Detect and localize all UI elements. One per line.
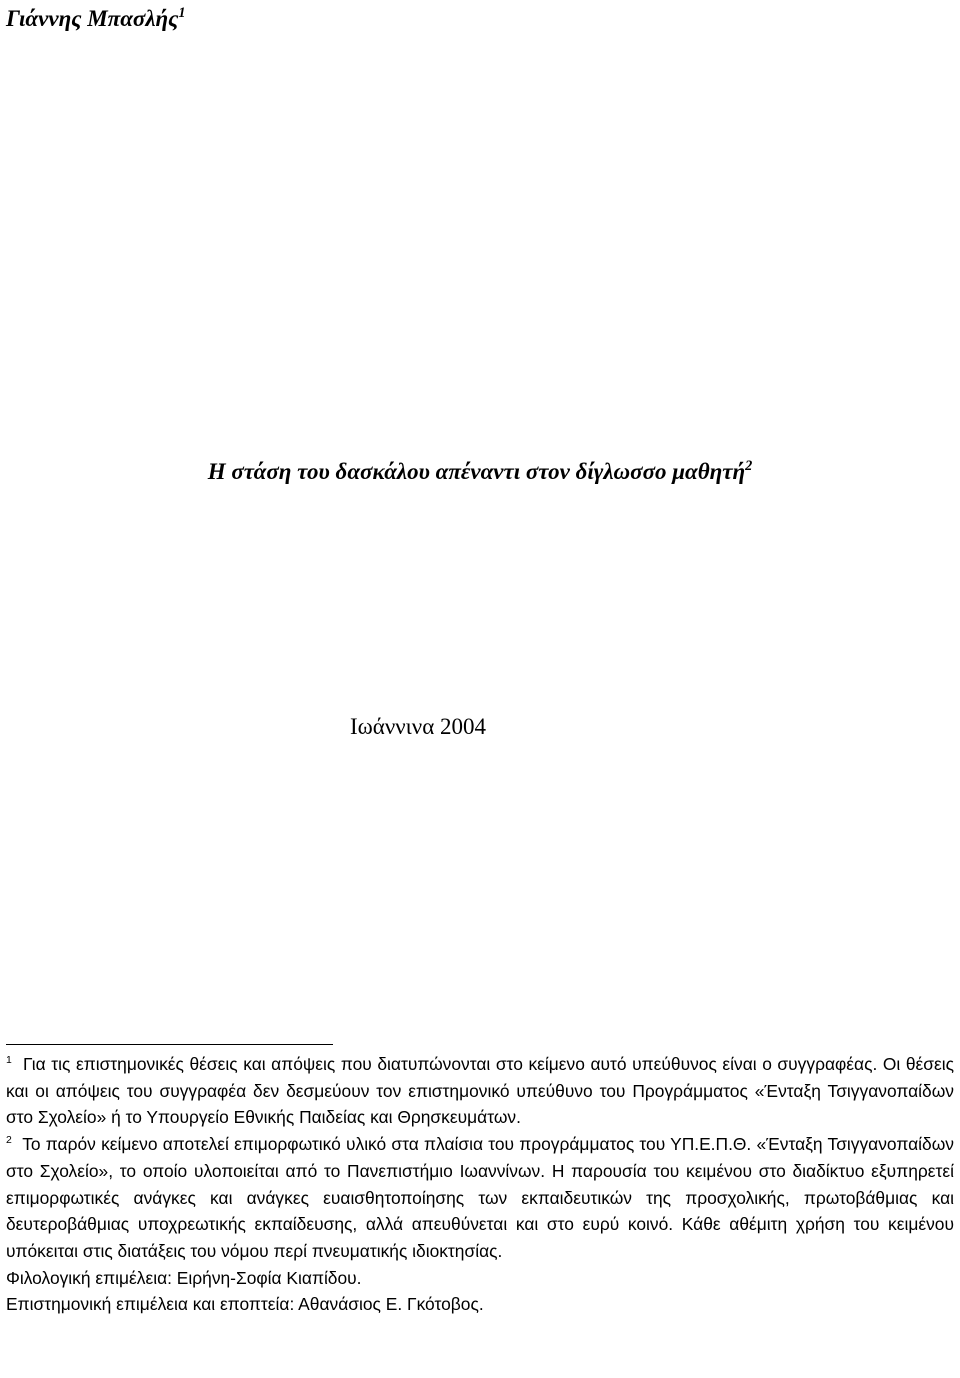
- author-footnote-ref[interactable]: 1: [178, 4, 186, 21]
- author-name: [6, 4, 186, 34]
- footnote-2-number: 2: [6, 1134, 12, 1146]
- footnote-2-text: Το παρόν κείμενο αποτελεί επιμορφωτικό υλικό στα πλαίσια του προγράμματος του ΥΠ.Ε.Π.Θ. «Ένταξη Τσιγγανοπαίδων στο Σχολείο», το οποίο υλοποιείται από το Πανεπιστήμιο Ιωαννίνων. Η παρουσία του κειμένου στο διαδίκτυο εξυπηρετεί επιμορφωτικές ανάγκες και ανάγκες ευαισθητοποίησης των εκπαιδευτικών της προσχολικής, πρωτοβάθμιας και δευτεροβάθμιας υποχρεωτικής εκπαίδευσης, αλλά απευθύνεται και στο ευρύ κοινό. Κάθε αθέμιτη χρήση του κειμένου υπόκειται στις διατάξεις του νόμου περί πνευματικής ιδιοκτησίας.: [6, 1134, 954, 1261]
- footnote-separator: [6, 1044, 333, 1045]
- footnote-1-text: Για τις επιστημονικές θέσεις και απόψεις που διατυπώνονται στο κείμενο αυτό υπεύθυνος είναι ο συγγραφέας. Οι θέσεις και οι απόψεις του συγγραφέα δεν δεσμεύουν τον επιστημονικό υπεύθυνο του Προγράμματος «Ένταξη Τσιγγανοπαίδων στο Σχολείο» ή το Υπουργείο Εθνικής Παιδείας και Θρησκευμάτων.: [6, 1054, 954, 1128]
- footnote-1: [6, 1051, 954, 1131]
- footnote-2: [6, 1131, 954, 1265]
- document-title-text: Η στάση του δασκάλου απέναντι στον δίγλωσσο μαθητή: [207, 459, 746, 484]
- place-and-year: Ιωάννινα 2004: [349, 714, 487, 739]
- author-name-text: Γιάννης Μπασλής: [6, 6, 179, 31]
- scientific-supervision-credit: Επιστημονική επιμέλεια και εποπτεία: Αθανάσιος Ε. Γκότοβος.: [6, 1294, 484, 1315]
- title-footnote-ref[interactable]: 2: [745, 457, 753, 474]
- footnote-1-number: 1: [6, 1054, 12, 1066]
- document-title: [0, 457, 960, 487]
- philological-editing-credit: Φιλολογική επιμέλεια: Ειρήνη-Σοφία Κιαπίδου.: [6, 1267, 362, 1288]
- footnotes-section: [6, 1051, 954, 1318]
